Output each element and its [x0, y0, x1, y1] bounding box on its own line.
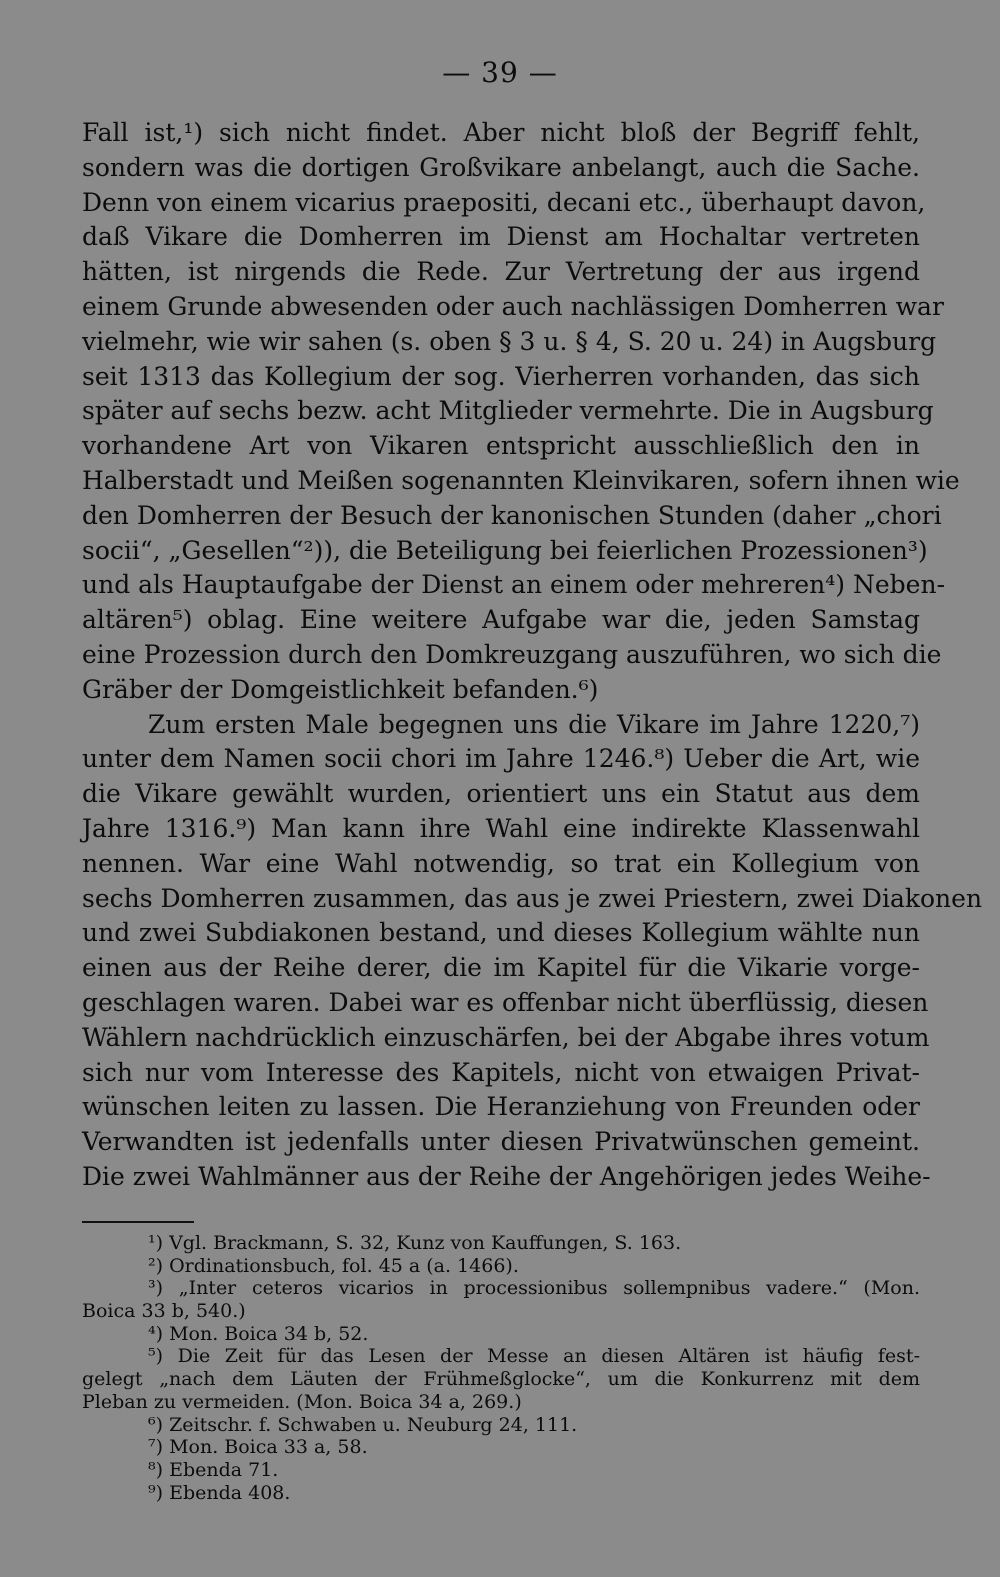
text-line: einen aus der Reihe derer, die im Kapitel für die Vikarie vorge-	[82, 953, 920, 983]
footnote-line: Pleban zu vermeiden. (Mon. Boica 34 a, 269.)	[82, 1390, 522, 1413]
footnote-line: ⁹) Ebenda 408.	[148, 1481, 291, 1504]
text-line: socii“, „Gesellen“²)), die Beteiligung bei feierlichen Prozessionen³)	[82, 535, 928, 565]
text-line: Zum ersten Male begegnen uns die Vikare im Jahre 1220,⁷)	[148, 709, 920, 739]
text-line: Gräber der Domgeistlichkeit befanden.⁶)	[82, 674, 599, 704]
footnote-line: ⁸) Ebenda 71.	[148, 1458, 279, 1481]
text-line: Denn von einem vicarius praepositi, decani etc., überhaupt davon,	[82, 187, 926, 217]
text-line: unter dem Namen socii chori im Jahre 1246.⁸) Ueber die Art, wie	[82, 744, 920, 774]
text-line: altären⁵) oblag. Eine weitere Aufgabe war die, jeden Samstag	[82, 605, 920, 635]
main-text	[82, 116, 983, 1195]
page-number: — 39 —	[442, 56, 558, 89]
footnote-line: ⁵) Die Zeit für das Lesen der Messe an diesen Altären ist häufig fest-	[148, 1345, 920, 1368]
text-line: hätten, ist nirgends die Rede. Zur Vertretung der aus irgend	[82, 257, 920, 287]
text-line: die Vikare gewählt wurden, orientiert uns ein Statut aus dem	[82, 779, 920, 809]
text-line: wünschen leiten zu lassen. Die Heranziehung von Freunden oder	[82, 1092, 920, 1122]
text-line: sondern was die dortigen Großvikare anbelangt, auch die Sache.	[82, 152, 920, 182]
footnote-line: ¹) Vgl. Brackmann, S. 32, Kunz von Kauffungen, S. 163.	[148, 1232, 682, 1254]
text-line: Halberstadt und Meißen sogenannten Kleinvikaren, sofern ihnen wie	[82, 465, 960, 495]
text-line: einem Grunde abwesenden oder auch nachlässigen Domherren war	[82, 291, 944, 321]
text-line: eine Prozession durch den Domkreuzgang auszuführen, wo sich die	[82, 639, 942, 669]
footnote-line: gelegt „nach dem Läuten der Frühmeßglocke“, um die Konkurrenz mit dem	[82, 1368, 920, 1391]
text-line: und zwei Subdiakonen bestand, und dieses Kollegium wählte nun	[82, 918, 920, 948]
text-line: Verwandten ist jedenfalls unter diesen Privatwünschen gemeint.	[82, 1127, 920, 1157]
text-line: Fall ist,¹) sich nicht findet. Aber nicht bloß der Begriff fehlt,	[82, 118, 920, 147]
text-line: seit 1313 das Kollegium der sog. Vierherren vorhanden, das sich	[82, 361, 920, 391]
text-line: vorhandene Art von Vikaren entspricht ausschließlich den in	[82, 431, 920, 461]
footnote-line: ⁴) Mon. Boica 34 b, 52.	[148, 1322, 369, 1345]
footnote-line: ²) Ordinationsbuch, fol. 45 a (a. 1466).	[148, 1254, 519, 1277]
footnote-line: ⁶) Zeitschr. f. Schwaben u. Neuburg 24, 111.	[148, 1413, 578, 1436]
text-line: den Domherren der Besuch der kanonischen Stunden (daher „chori	[82, 500, 942, 530]
footnote-line: Boica 33 b, 540.)	[82, 1300, 246, 1323]
text-line: vielmehr, wie wir sahen (s. oben § 3 u. § 4, S. 20 u. 24) in Augsburg	[82, 326, 937, 356]
footnote-line: ⁷) Mon. Boica 33 a, 58.	[148, 1436, 368, 1459]
footnote-separator	[82, 1221, 194, 1223]
text-line: Jahre 1316.⁹) Man kann ihre Wahl eine indirekte Klassenwahl	[82, 813, 920, 843]
text-line: Wählern nachdrücklich einzuschärfen, bei der Abgabe ihres votum	[82, 1022, 930, 1052]
text-line: daß Vikare die Domherren im Dienst am Hochaltar vertreten	[82, 222, 920, 252]
text-line: Die zwei Wahlmänner aus der Reihe der Angehörigen jedes Weihe-	[82, 1161, 931, 1191]
footnotes	[82, 1232, 920, 1504]
text-line: sechs Domherren zusammen, das aus je zwei Priestern, zwei Diakonen	[82, 883, 983, 913]
text-line: und als Hauptaufgabe der Dienst an einem oder mehreren⁴) Neben-	[82, 570, 946, 600]
text-line: sich nur vom Interesse des Kapitels, nicht von etwaigen Privat-	[82, 1057, 920, 1087]
footnote-line: ³) „Inter ceteros vicarios in processionibus sollempnibus vadere.“ (Mon.	[148, 1277, 920, 1300]
text-line: später auf sechs bezw. acht Mitglieder vermehrte. Die in Augsburg	[82, 396, 934, 426]
text-line: nennen. War eine Wahl notwendig, so trat ein Kollegium von	[82, 848, 920, 878]
text-line: geschlagen waren. Dabei war es offenbar nicht überflüssig, diesen	[82, 987, 929, 1017]
